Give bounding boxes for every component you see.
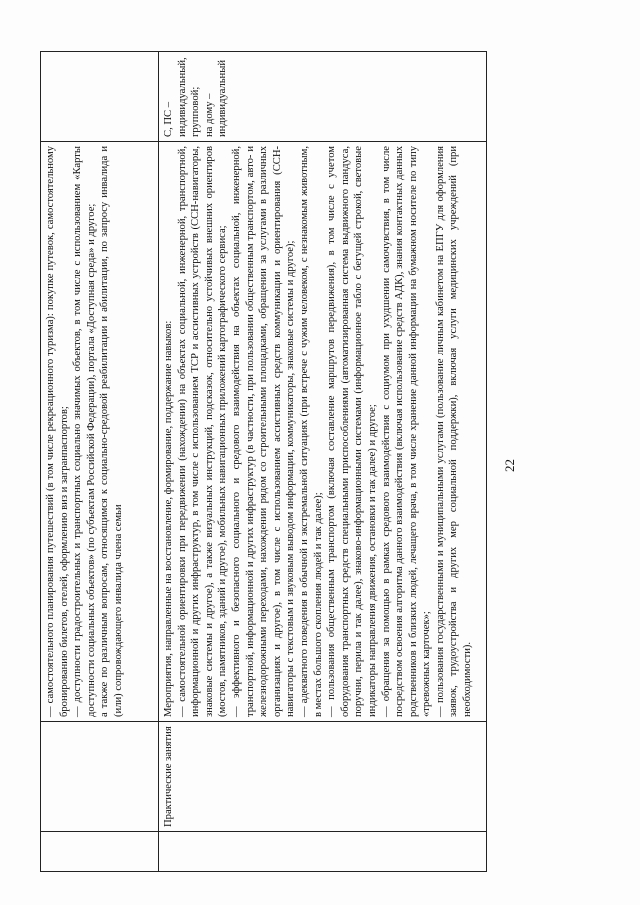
paragraph: — пользования общественным транспортом (включая составление маршрутов передвижения), в том числе с учетом оборудования транспортных средств специальными приспособлениями (автоматизированная система выдвижного пандуса, поручни, перила и так далее), знаково-информационными системами (информационное табло с бегущей строкой, световые индикаторы направления движения, остановки и так далее) и другое;: [326, 146, 378, 717]
form-cell: Практические занятия: [159, 722, 487, 832]
mode-line: на дому –: [203, 93, 215, 137]
mode-line: индивидуальный: [217, 60, 229, 137]
paragraph: — самостоятельного планирования путешествий (в том числе рекреационного туризма): покупке путевок, самостоятельному бронированию билетов, отелей, оформлению виз и загранпаспортов;: [45, 146, 70, 717]
paragraph: — обращения за помощью в рамках средового взаимодействия с социумом при ухудшении самочувствия, в том числе посредством освоения алгоритма данного взаимодействия (включая использование средств АДК), знания контактных данных родственников и близких людей, лечащего врача, в том числе хранение данной информации на бумажном носителе по типу «тревожных карточек»;: [380, 146, 433, 717]
table-row: [159, 52, 487, 872]
paragraph: — доступности градостроительных и транспортных социально значимых объектов, в том числе с использованием «Карты доступности социальных объектов» (по субъектам Российской Федерации), портала «Доступная среда» и другое;: [72, 146, 97, 717]
empty-cell: [159, 832, 487, 872]
rotated-content: [40, 52, 600, 872]
paragraph: — эффективного и безопасного социального и средового взаимодействия на объектах социальной, инженерной, транспортной, информационной и других инфраструктур (в частности, при пользовании общественным транспортом, авто- и железнодорожными переходами, нахождении рядом со строительными площадками, обращении за услугами в различных организациях и другое), в том числе с использованием ассистивных средств коммуникации и ориентирования (ССН-навигаторы с текстовым и звуковым выводом информации, коммуникаторы, знаковые системы и другое);: [230, 146, 297, 717]
paragraph: — пользования государственными и муниципальными услугами (пользование личным кабинетом на ЕПГУ для оформления заявок, трудоустройства и других мер социальной поддержки), включая услуги медицинских учреждений (при необходимости).: [434, 146, 474, 717]
mode-line: групповой;: [190, 86, 202, 137]
mode-cell: [159, 52, 487, 142]
mode-line: С, ПС –: [163, 101, 174, 137]
rehabilitation-table: [40, 51, 487, 872]
content-cell: [159, 142, 487, 722]
paragraph: — адекватного поведения в обычной и экстремальной ситуациях (при встрече с чужим человеком, с незнакомым животным, в местах большого скопления людей и так далее);: [298, 146, 324, 717]
table-row: [41, 52, 159, 872]
mode-line: индивидуальный,: [176, 57, 188, 137]
mode-cell: [41, 52, 159, 142]
paragraph: а также по различным вопросам, относящимся к социально-средовой реабилитации и абилитации, по запросу инвалида и (или) сопровождающего инвалида члена семьи: [99, 146, 124, 717]
paragraph: — самостоятельной ориентировки при передвижении (нахождении) на объектах социальной, инженерной, транспортной, информационной и других инфраструктур, в том числе с использованием ТСР и ассистивных устройств (ССН-навигаторы, знаковые системы и другое), а также визуальных инструкций, подсказок, относительно устойчивых внешних ориентиров (мостов, памятников, зданий и другое), мобильных навигационных приложений картографического сервиса;: [176, 146, 229, 717]
form-cell: [41, 722, 159, 832]
paragraph: Мероприятия, направленные на восстановление, формирование, поддержание навыков:: [163, 320, 174, 717]
empty-cell: [41, 832, 159, 872]
page-number: 22: [502, 459, 517, 472]
content-cell: [41, 142, 159, 722]
